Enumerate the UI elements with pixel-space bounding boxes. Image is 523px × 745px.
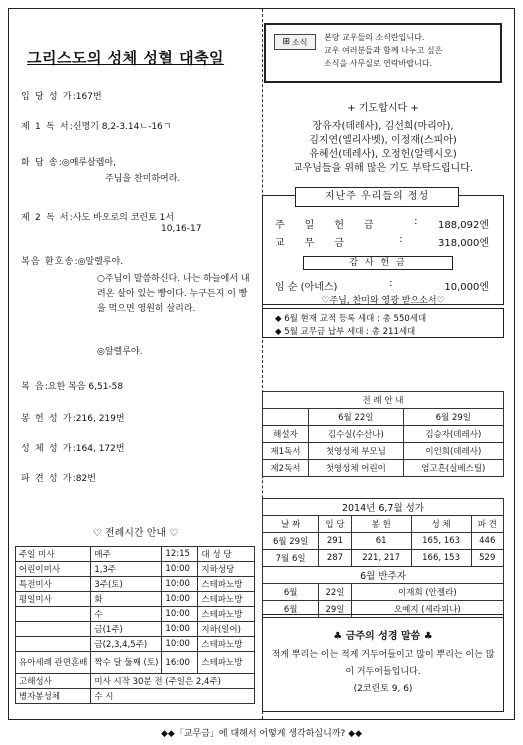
gospel-acclamation: 복음 환호송:◎알렐루야. [21,257,124,267]
footer-note: ◆◆「교무금」에 대해서 어떻게 생각하십니까? ◆◆ [160,729,362,739]
schedule-row [16,577,255,592]
entrance-hymn: 입 당 성 가:167번 [21,92,102,102]
liturgy-title: 전 례 안 내 [263,392,504,409]
schedule-cell: 대 성 당 [198,547,255,562]
hymn-header: 날 짜 [263,516,319,533]
schedule-title: ♡ 전례시간 안내 ♡ [92,528,179,539]
schedule-row [16,607,255,622]
liturgy-date: 6월 29일 [403,409,503,426]
schedule-cell: 어린이미사 [16,562,91,577]
schedule-cell [16,607,91,622]
schedule-cell: 10:00 [162,577,198,592]
schedule-row [16,689,255,704]
schedule-cell: 스테파노방 [198,592,255,607]
mass-schedule-table [15,546,255,704]
liturgy-cell: 제2독서 [263,460,309,477]
page-title: 그리스도의 성체 성혈 대축일 [27,49,225,67]
schedule-cell: 지하(일어) [198,622,255,637]
offerings-title: 지난주 우리들의 정성 [295,187,459,207]
liturgy-date: 6월 22일 [309,409,404,426]
gospel-acclamation-verse: ○주님이 말씀하신다. 나는 하늘에서 내려온 살아 있는 빵이다. 누구든지 이 빵을 먹으면 영원히 살리라. [97,274,250,314]
hymn-header: 봉 헌 [351,516,411,533]
altar-title: 6월 반주자 [263,567,504,584]
prayer-line: 장유자(데레사), 김선희(마리아), [312,121,454,132]
psalm-response: 주님을 찬미하여라. [105,174,181,184]
schedule-cell: 스테파노방 [198,652,255,674]
organist-name: 이재희 (안젤라) [351,584,503,601]
grid-icon: ⊞ [282,37,291,47]
schedule-cell [16,622,91,637]
liturgy-cell: 김수실(수산나) [309,426,404,443]
organist-month: 6월 [263,601,319,618]
hymn-header: 파 견 [471,516,503,533]
hymn-cell: 446 [471,533,503,550]
hymn-cell: 165, 163 [411,533,471,550]
schedule-cell: 스테파노방 [198,577,255,592]
schedule-row [16,652,255,674]
hymn-cell: 61 [351,533,411,550]
schedule-cell: 매주 [91,547,162,562]
liturgy-row [263,426,504,443]
prayer-line: 교우님들을 위해 많은 기도 부탁드립니다. [292,163,474,174]
hymn-table [262,498,504,618]
liturgy-cell: 해설자 [263,426,309,443]
liturgy-cell: 첫영성체 어린이 [309,460,404,477]
offertory-hymn: 봉 헌 성 가:216, 219번 [21,414,125,424]
schedule-cell: 12:15 [162,547,198,562]
schedule-row [16,592,255,607]
schedule-cell [16,637,91,652]
first-reading: 제 1 독 서:신명기 8,2-3.14ㄴ-16ㄱ [21,122,172,132]
liturgy-cell: 제1독서 [263,443,309,460]
schedule-row [16,562,255,577]
schedule-cell: 지하성당 [198,562,255,577]
hymn-title: 2014년 6,7월 성가 [263,499,504,516]
liturgy-cell: 김승자(데레사) [403,426,503,443]
schedule-cell: 미사 시작 30분 전 (주일은 2,4주) [91,674,255,689]
communion-hymn: 성 체 성 가:164, 172번 [21,444,125,454]
schedule-cell: 금(1주) [91,622,162,637]
schedule-cell: 16:00 [162,652,198,674]
schedule-cell: 스테파노방 [198,607,255,622]
offering-row: 교무금 : 318,000엔 [275,234,489,249]
news-badge: ⊞ 소식 [274,34,316,50]
prayer-line: 김지연(엘리사벳), 이정재(스피아) [309,135,457,146]
schedule-cell: 1,3주 [91,562,162,577]
hymn-cell: 291 [319,533,351,550]
recessional-hymn: 파 견 성 가:82번 [21,474,96,484]
schedule-cell: 특전미사 [16,577,91,592]
hymn-cell: 221, 217 [351,550,411,567]
schedule-cell: 스테파노방 [198,637,255,652]
schedule-cell: 화 [91,592,162,607]
schedule-cell: 수 [91,607,162,622]
liturgy-row [263,460,504,477]
hymn-cell: 6월 29일 [263,533,319,550]
gospel-acclamation-closing: ◎알렐루야. [97,347,143,357]
offerings-box [262,191,504,305]
schedule-cell: 10:00 [162,592,198,607]
responsorial-psalm: 화 답 송:◎예루살렘아, [21,158,117,168]
hymn-row [263,533,504,550]
schedule-cell: 금(2,3,4,5주) [91,637,162,652]
verse-title: ♣ 금주의 성경 말씀 ♣ [333,631,433,642]
schedule-cell: 유아세례 관면혼배 [16,652,91,674]
schedule-cell: 10:00 [162,637,198,652]
schedule-cell: 짝수 달 둘째 (토) [91,652,162,674]
schedule-cell: 10:00 [162,562,198,577]
schedule-row [16,637,255,652]
organist-row [263,584,504,601]
schedule-row [16,674,255,689]
schedule-cell: 주일 미사 [16,547,91,562]
hymn-cell: 7월 6일 [263,550,319,567]
schedule-cell: 10:00 [162,622,198,637]
hymn-cell: 529 [471,550,503,567]
verse-text: 적게 뿌리는 이는 적게 거두어들이고 많이 뿌리는 이는 많이 거두어들입니다. (2코린토 9, 6) [271,650,495,694]
thanks-offering-row: 임 순 (아네스) : 10,000엔 [275,278,489,293]
organist-name: 오예지 (세라피나) [351,601,503,618]
news-notice-box [264,23,502,83]
schedule-cell: 수 시 [91,689,255,704]
blessing-text: ♡주님, 찬미와 영광 받으소서♡ [321,296,445,306]
thanks-offering-title: 감 사 헌 금 [303,256,453,270]
hymn-header: 성 체 [411,516,471,533]
prayer-heading: + 기도합시다 + [347,103,419,114]
schedule-cell: 10:00 [162,607,198,622]
weekly-verse-box [262,614,504,712]
liturgy-row [263,443,504,460]
registration-stats-box: ◆ 6월 현재 교적 등록 세대 : 총 550세대 ◆ 5월 교무금 납부 세대 : 총 211세대 [262,308,504,338]
second-reading: 제 2 독 서:사도 바오로의 코린토 1서 [21,213,175,223]
offering-row: 주일헌금 : 188,092엔 [275,216,489,231]
schedule-cell: 병자봉성체 [16,689,91,704]
liturgy-cell: 첫영성체 부모님 [309,443,404,460]
bulletin-sheet [8,8,515,720]
gospel: 복 음:요한 복음 6,51-58 [21,382,124,392]
organist-day: 22일 [319,584,351,601]
liturgy-cell: 엄고흔(실베스틸) [403,460,503,477]
notice-text: 본당 교우들의 소식란입니다. 교우 여러분들과 함께 나누고 싶은 소식을 사무실로 연락바랍니다. [324,33,443,68]
hymn-cell: 166, 153 [411,550,471,567]
left-column [9,9,262,719]
hymn-cell: 287 [319,550,351,567]
schedule-cell: 고해성사 [16,674,91,689]
second-reading-ref: 10,16-17 [161,224,202,234]
schedule-cell: 평일미사 [16,592,91,607]
organist-month: 6월 [263,584,319,601]
schedule-row [16,622,255,637]
hymn-header: 입 당 [319,516,351,533]
prayer-line: 유혜선(데레사), 오정헌(알렉시오) [309,149,457,160]
schedule-cell: 3주(토) [91,577,162,592]
liturgy-cell: 이인희(데레사) [403,443,503,460]
schedule-row [16,547,255,562]
organist-day: 29일 [319,601,351,618]
hymn-row [263,550,504,567]
liturgy-table [262,391,504,477]
